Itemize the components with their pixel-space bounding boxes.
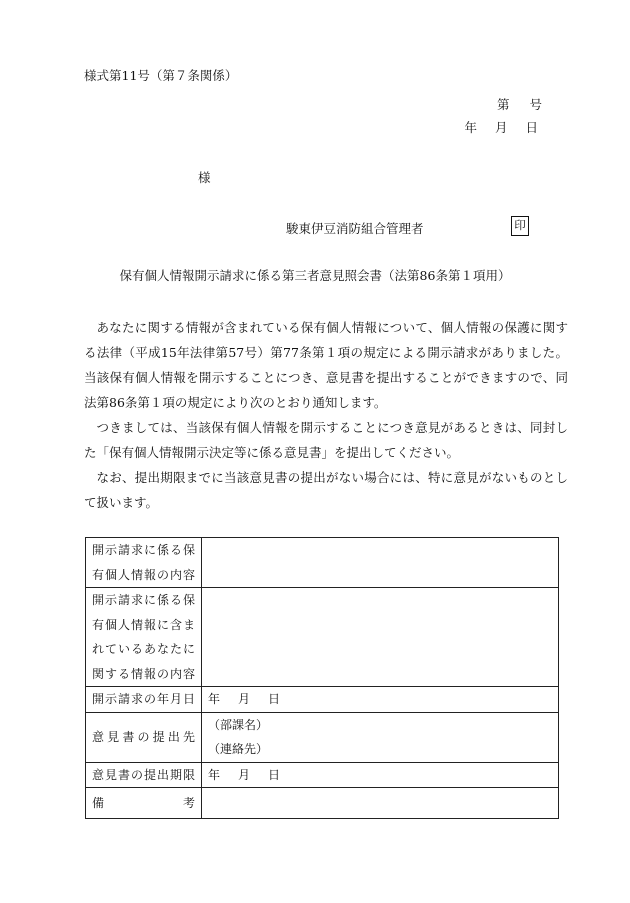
issue-date-month: 月: [494, 120, 508, 135]
table-row-submit-to: [86, 712, 559, 762]
label-deadline: 意見書の提出期限: [86, 762, 202, 788]
table-row-your-info: [86, 588, 559, 687]
document-number: [497, 95, 542, 113]
document-title: 保有個人情報開示請求に係る第三者意見照会書（法第86条第１項用）: [119, 268, 511, 283]
deadline-month: 月: [238, 767, 251, 782]
seal-mark: 印: [511, 216, 529, 236]
value-requested-info[interactable]: [202, 538, 559, 588]
doc-number-dai: 第: [496, 97, 510, 112]
doc-number-go: 号: [529, 97, 542, 112]
label-requested-info: 開示請求に係る保有個人情報の内容: [86, 538, 202, 588]
label-remarks: [86, 788, 202, 819]
form-number: 様式第11号（第７条関係）: [84, 68, 238, 83]
table-row-request-date: [86, 687, 559, 713]
value-request-date[interactable]: [202, 687, 559, 713]
value-remarks[interactable]: [202, 788, 559, 819]
notice-paragraph-3: なお、提出期限までに当該意見書の提出がない場合には、特に意見がないものとして扱います。: [84, 470, 568, 510]
addressee: 様: [198, 170, 211, 185]
label-your-info: 開示請求に係る保有個人情報に含まれているあなたに関する情報の内容: [86, 588, 202, 687]
label-request-date: 開示請求の年月日: [86, 687, 202, 713]
info-table: [85, 537, 559, 819]
request-date-month: 月: [238, 692, 251, 706]
value-your-info[interactable]: [202, 588, 559, 687]
notice-paragraph-1: あなたに関する情報が含まれている保有個人情報について、個人情報の保護に関する法律（平成15年法律第57号）第77条第１項の規定による開示請求がありました。当該保有個人情報を開示することにつき、意見書を提出することができますので、同法第86条第１項の規定により次のとおり通知します。: [84, 320, 568, 410]
issue-date: [464, 118, 538, 136]
value-submit-to[interactable]: [202, 712, 559, 762]
submit-to-department: （部課名）: [208, 717, 269, 732]
request-date-year: 年: [208, 692, 221, 706]
deadline-year: 年: [208, 767, 221, 782]
sender-name: 駿東伊豆消防組合管理者: [286, 221, 424, 236]
label-submit-to: 意見書の提出先: [86, 712, 202, 762]
table-row-deadline: [86, 762, 559, 788]
remarks-label-a: 備: [92, 796, 105, 810]
notice-body: [84, 315, 568, 515]
issue-date-day: 日: [525, 120, 538, 135]
table-row-remarks: [86, 788, 559, 819]
deadline-day: 日: [268, 767, 281, 782]
submit-to-contact: （連絡先）: [208, 742, 269, 756]
notice-paragraph-2: つきましては、当該保有個人情報を開示することにつき意見があるときは、同封した「保有個人情報開示決定等に係る意見書」を提出してください。: [84, 420, 568, 460]
request-date-day: 日: [268, 692, 281, 706]
issue-date-year: 年: [464, 120, 477, 135]
table-row-requested-info: [86, 538, 559, 588]
value-deadline[interactable]: [202, 762, 559, 788]
remarks-label-b: 考: [182, 796, 195, 810]
